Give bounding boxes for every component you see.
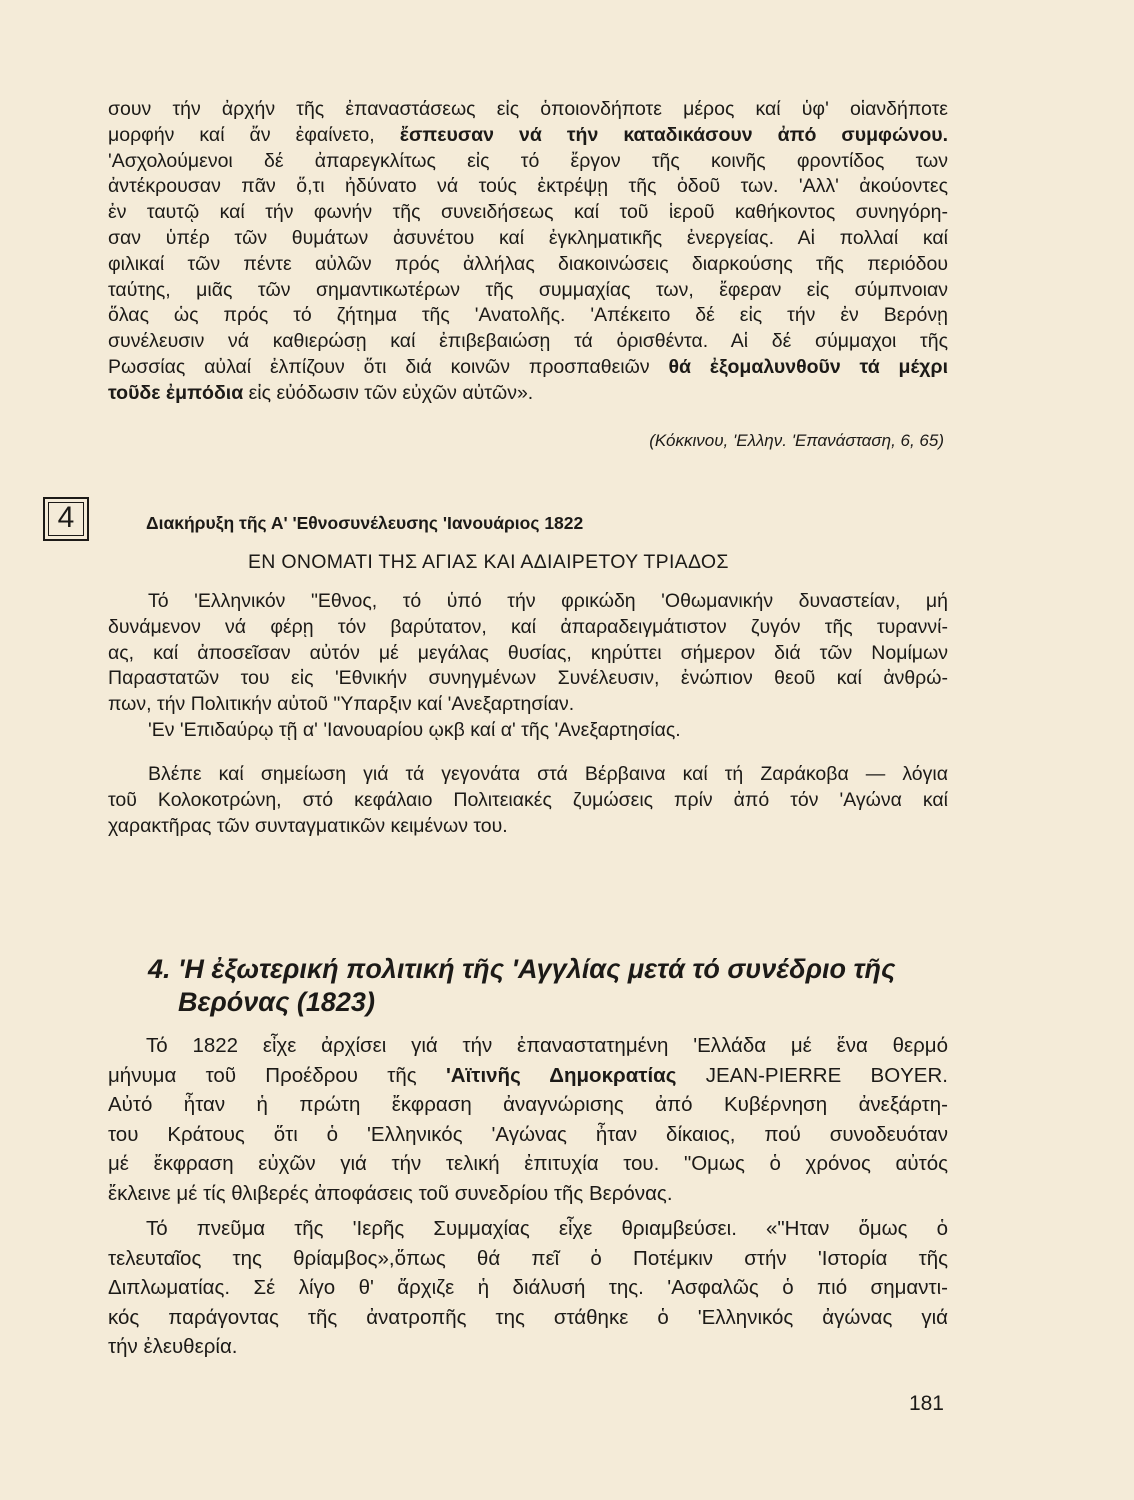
note-line: τοῦ Κολοκοτρώνη, στό κεφάλαιο Πολιτειακές ζυμώσεις πρίν ἀπό τόν 'Αγώνα καί xyxy=(108,788,948,811)
body-line: του Κράτους ὅτι ὁ 'Ελληνικός 'Αγώνας ἦταν δίκαιος, πού συνοδευόταν xyxy=(108,1122,948,1146)
document-number-box: 4 xyxy=(43,497,89,541)
citation: (Κόκκινου, 'Ελλην. 'Επανάσταση, 6, 65) xyxy=(649,431,944,450)
document-line: 'Εν 'Επιδαύρῳ τῇ α' 'Ιανουαρίου ῳκβ καί α' τῆς 'Ανεξαρτησίας. xyxy=(148,718,681,741)
section-paragraph-2 xyxy=(108,1214,948,1362)
quote-block xyxy=(108,97,948,407)
section-number: 4. xyxy=(148,954,171,984)
quote-line: σαν ὑπέρ τῶν θυμάτων ἀσυνέτου καί ἐγκληματικῆς ἐνεργείας. Αἱ πολλαί καί xyxy=(108,226,948,249)
document-note xyxy=(108,762,948,839)
quote-line: συνέλευσιν νά καθιερώσῃ καί ἐπιβεβαιώσῃ τά ὁρισθέντα. Αἱ δέ σύμμαχοι τῆς xyxy=(108,330,948,353)
body-line: τελευταῖος της θρίαμβος»,ὅπως θά πεῖ ὁ Ποτέμκιν στήν 'Ιστορία τῆς xyxy=(108,1246,948,1270)
section-heading xyxy=(148,953,953,1019)
quote-line: τοῦδε ἐμπόδια εἰς εὐόδωσιν τῶν εὐχῶν αὐτῶν». xyxy=(108,381,534,404)
body-line: Τό πνεῦμα τῆς 'Ιερῆς Συμμαχίας εἶχε θριαμβεύσει. «"Ηταν ὅμως ὁ xyxy=(146,1217,948,1240)
note-line: χαρακτῆρας τῶν συνταγματικῶν κειμένων του. xyxy=(108,814,508,837)
note-line: Βλέπε καί σημείωση γιά τά γεγονάτα στά Βέρβαινα καί τή Ζαράκοβα — λόγια xyxy=(148,763,948,785)
quote-line: ἀντέκρουσαν πᾶν ὅ,τι ἠδύνατο νά τούς ἐκτρέψῃ τῆς ὁδοῦ των. 'Αλλ' ἀκούοντες xyxy=(108,175,948,198)
body-line: Τό 1822 εἶχε ἀρχίσει γιά τήν ἐπαναστατημένη 'Ελλάδα μέ ἕνα θερμό xyxy=(146,1034,948,1057)
document-line: Τό 'Ελληνικόν "Εθνος, τό ὑπό τήν φρικώδη 'Οθωμανικήν δυναστείαν, μή xyxy=(148,590,948,612)
document-line: πων, τήν Πολιτικήν αὐτοῦ "Υπαρξιν καί 'Ανεξαρτησίαν. xyxy=(108,693,575,716)
quote-line: σουν τήν ἀρχήν τῆς ἐπαναστάσεως εἰς ὁποιονδήποτε μέρος καί ὑφ' οἱανδήποτε xyxy=(108,98,948,120)
quote-line: ὅλας ὡς πρός τό ζήτημα τῆς 'Ανατολῆς. 'Απέκειτο δέ εἰς τήν ἐν Βερόνῃ xyxy=(108,304,948,327)
quote-line: Ρωσσίας αὐλαί ἐλπίζουν ὅτι διά κοινῶν προσπαθειῶν θά ἐξομαλυνθοῦν τά μέχρι xyxy=(108,355,948,378)
section-title-line2: Βερόνας (1823) xyxy=(178,987,375,1017)
page-number: 181 xyxy=(908,1392,944,1415)
body-line: μήνυμα τοῦ Προέδρου τῆς 'Αϊτινῆς Δημοκρατίας JEAN-PIERRE BOYER. xyxy=(108,1063,948,1087)
body-line: Διπλωματίας. Σέ λίγο θ' ἄρχιζε ἡ διάλυσή της. 'Ασφαλῶς ὁ πιό σημαντι- xyxy=(108,1276,948,1299)
section-paragraph-1 xyxy=(108,1031,948,1208)
body-line: Αὐτό ἦταν ἡ πρώτη ἔκφραση ἀναγνώρισης ἀπό Κυβέρνηση ἀνεξάρτη- xyxy=(108,1093,948,1116)
bold-phrase: τοῦδε ἐμπόδια xyxy=(108,381,244,404)
bold-phrase: ἔσπευσαν νά τήν καταδικάσουν ἀπό συμφώνου. xyxy=(399,123,948,146)
body-line: μέ ἔκφραση εὐχῶν γιά τήν τελική ἐπιτυχία του. "Ομως ὁ χρόνος αὐτός xyxy=(108,1152,948,1175)
document-line: δυνάμενον νά φέρῃ τόν βαρύτατον, καί ἀπαραδειγμάτιστον ζυγόν τῆς τυραννί- xyxy=(108,615,948,638)
section-title-line1: 'Η ἐξωτερική πολιτική τῆς 'Αγγλίας μετά τό συνέδριο τῆς xyxy=(178,954,896,984)
bold-phrase: 'Αϊτινῆς Δημοκρατίας xyxy=(445,1063,677,1087)
document-line: Παραστατῶν του εἰς 'Εθνικήν συνηγμένων Συνέλευσιν, ἐνώπιον θεοῦ καί ἀνθρώ- xyxy=(108,667,948,690)
document-invocation: ΕΝ ΟΝΟΜΑΤΙ ΤΗΣ ΑΓΙΑΣ ΚΑΙ ΑΔΙΑΙΡΕΤΟΥ ΤΡΙΑΔΟΣ xyxy=(248,551,729,573)
quote-line: φιλικαί τῶν πέντε αὐλῶν πρός ἀλλήλας διακοινώσεις διαρκούσης τῆς περιόδου xyxy=(108,252,948,275)
body-line: κός παράγοντας τῆς ἀνατροπῆς της στάθηκε ὁ 'Ελληνικός ἀγώνας γιά xyxy=(108,1305,948,1329)
quote-line: ἐν ταυτῷ καί τήν φωνήν τῆς συνειδήσεως καί τοῦ ἱεροῦ καθήκοντος συνηγόρη- xyxy=(108,201,948,224)
document-body xyxy=(108,589,948,744)
document-title: Διακήρυξη τῆς Α' 'Εθνοσυνέλευσης 'Ιανουάριος 1822 xyxy=(146,513,584,533)
quote-line: ταύτης, μιᾶς τῶν σημαντικωτέρων τῆς συμμαχίας των, ἔφεραν εἰς σύμπνοιαν xyxy=(108,278,948,301)
document-line: ας, καί ἀποσεῖσαν αὐτόν μέ μεγάλας θυσίας, κηρύττει σήμερον διά τῶν Νομίμων xyxy=(108,641,948,664)
quote-line: 'Ασχολούμενοι δέ ἀπαρεγκλίτως εἰς τό ἔργον τῆς κοινῆς φροντίδος των xyxy=(108,149,948,172)
body-line: τήν ἐλευθερία. xyxy=(108,1335,238,1358)
quote-line: μορφήν καί ἄν ἐφαίνετο, ἔσπευσαν νά τήν καταδικάσουν ἀπό συμφώνου. xyxy=(108,123,948,146)
bold-phrase: θά ἐξομαλυνθοῦν τά μέχρι xyxy=(668,355,948,378)
body-line: ἔκλεινε μέ τίς θλιβερές ἀποφάσεις τοῦ συνεδρίου τῆς Βερόνας. xyxy=(108,1181,673,1205)
